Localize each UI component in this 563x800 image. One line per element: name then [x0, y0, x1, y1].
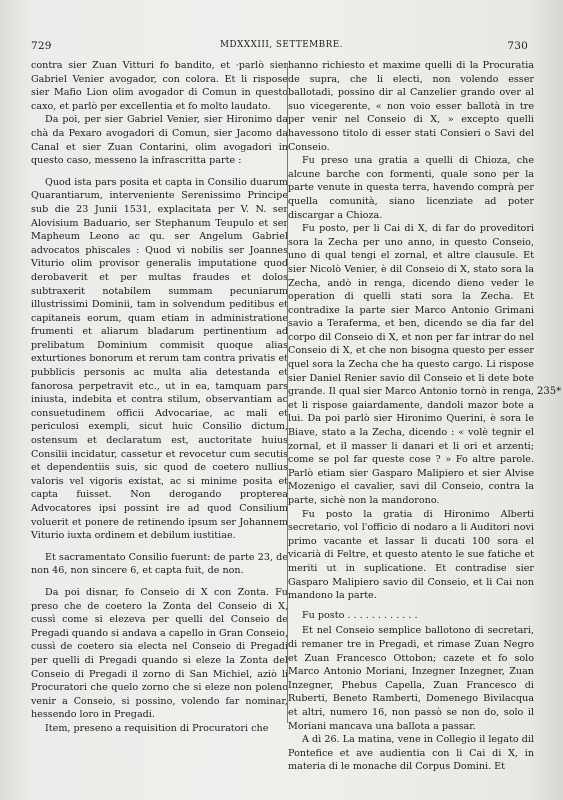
running-title: MDXXXIII, SETTEMBRE. — [220, 40, 343, 50]
left-paragraph: Item, preseno a requisition di Procuratori che — [45, 722, 269, 734]
margin-folio-note: 235* — [537, 386, 562, 397]
left-page-number: 729 — [31, 40, 52, 52]
left-paragraph: Da poi disnar, fo Conseio di X con Zonta. Fu preso che de coetero la Zonta del Conseio di X, cussì come si elezeva per quelli del Conseio de Pregadi quando si andava a capello in Gran Conseio, cussì de coetero sia electa nel Conseio di Pregadi per quelli di Pregadi quando si eleze la Zonta del Conseio di Pregadi il zorno di San Michiel, aziò li Procuratori che quelo zorno che si eleze non poleno venir a Conseio, si possino, volendo far nominar, hessendo loro in Pregadi. — [31, 586, 288, 721]
left-column — [31, 59, 288, 736]
right-paragraph: hanno richiesto et maxime quelli di la Procuratia de supra, che li electi, non volendo esser ballotadi, possino dir al Canzelier grando over al suo vicegerente, « non voio esser ballotà in tre per venir nel Conseio di X, » excepto quelli havessono titolo di esser stati Consieri o Savi del Conseio. — [288, 60, 534, 153]
left-paragraph: Da poi, per sier Gabriel Venier, sier Hironimo da chà da Pexaro avogadori di Comun, sier Jacomo da Canal et sier Zuan Contarini, olim avogadori in questo caso, messeno la infrascritta parte : — [31, 114, 288, 167]
left-paragraph: contra sier Zuan Vitturi fo bandito, et ·parlò sier Gabriel Venier avogador, con colora. Et li rispose sier Mafio Lion olim avogador di Comun in questo caxo, et parlò per excellentia et fo molto laudato. — [31, 60, 288, 112]
right-page-number: 730 — [507, 40, 528, 52]
right-paragraph: A dì 26. La matina, vene in Collegio il legato dil Pontefice et ave audientia con li Cai di X, in materia di le monache dil Corpus Domini. Et — [288, 734, 534, 773]
right-paragraph: Fu posto, per li Cai di X, di far do proveditori sora la Zecha per uno anno, in questo Conseio, uno di qual tengi el zornal, et altre clausule. Et sier Nicolò Venier, è dil Conseio di X, stato sora la Zecha, andò in renga, dicendo dieno veder le operation di quelli stati sora la Zecha. Et contradixe la parte sier Marco Antonio Grimani savio a Teraferma, et ben, dicendo se dia far del corpo dil Conseio di X, et non per far intrar do nel Conseio di X, et che non bisogna questo per esser quel sora la Zecha che ha questo cargo. Li rispose sier Daniel Renier savio dil Conseio et li dete bote grande. Il qual sier Marco Antonio tornò in renga, et li rispose gaiardamente, dandoli mazor bote a lui. Da poi parlò sier Hironimo Querini, è sora le Biave, stato a la Zecha, dicendo : « volè tegnir el zornal, et il masser li danari et li ori et arzenti; come se pol far queste cose ? » Fo altre parole. Parlò etiam sier Gasparo Malipiero et sier Alvise Mozenigo el cavalier, savi dil Conseio, contra la parte, sichè non la mandorono. — [288, 223, 534, 506]
right-column — [288, 59, 534, 774]
right-paragraph: Fu preso una gratia a quelli di Chioza, che alcune barche con formenti, quale sono per la parte venute in questa terra, havendo comprà per quella comunità, siano licenziate ad poter discargar a Chioza. — [288, 155, 534, 221]
right-paragraph: Et nel Conseio semplice ballotono di secretari, di remaner tre in Pregadi, et rimase Zuan Negro et Zuan Francesco Ottobon; cazete et fo solo Marco Antonio Moriani, Inzegner Inzegner, Zuan Inzegner, Phebus Capella, Zuan Francesco di Ruberti, Beneto Ramberti, Domenego Bivilacqua et altri, numero 16, non passò se non do, solo il Moriani mancava una ballota a passar. — [288, 625, 534, 732]
left-paragraph: Quod ista pars posita et capta in Consilio duarum Quarantiarum, interveniente Serenissimo Principe sub die 23 Junii 1531, explacitata per V. N. ser Alovisium Baduario, ser Stephanum Teupulo et ser Mapheum Leono ac qu. ser Angelum Gabriel advocatos phiscales : Quod vi nobilis ser Joannes Viturio olim provisor generalis imputatione quod derobaverit et per multas fraudes et dolos subtraxerit notabilem summam pecuniarum illustrissimi Dominii, tam in solvendum peditibus et capitaneis eorum, quam etiam in administratione frumenti et aliarum bladarum pertinentium ad prelibatum Dominium commisit quoque alias exturtiones bonorum et rerum tam contra privatis et pubblicis personis ac multa alia detestanda et fanorosa perpetravit etc., ut in ea, tamquam pars iniusta, indebita et contra stilum, observantiam ac consuetudinem officii Advocariae, ac mali et periculosi exempli, sicut huic Consilio dictum, ostensum et declaratum est, auctoritate huius Consilii incidatur, cassetur et revocetur cum secutis et dependentiis suis, sic quod de coetero nullius valoris vel vigoris existat, ac si minime posita et capta fuisset. Non derogando propterea Advocatores ipsi possint ire ad quod Consilium voluerit et ponere de retinendo ipsum ser Johannem Viturio iuxta ordinem et debilum iustitiae. — [31, 176, 288, 542]
right-paragraph: Fu posto la gratia di Hironimo Alberti secretario, vol l'officio di nodaro a li Auditori novi primo vacante et lassar li ducati 100 sora el vicarià di Feltre, et questo atento le sue fatiche et meriti ut in suplicatione. Et contradise sier Gasparo Malipiero savio dil Conseio, et li Cai non mandono la parte. — [288, 508, 534, 602]
right-paragraph: Fu posto . . . . . . . . . . . . — [302, 609, 418, 621]
left-paragraph: Et sacramentato Consilio fuerunt: de parte 23, de non 46, non sincere 6, et capta fuit, de non. — [31, 551, 288, 577]
